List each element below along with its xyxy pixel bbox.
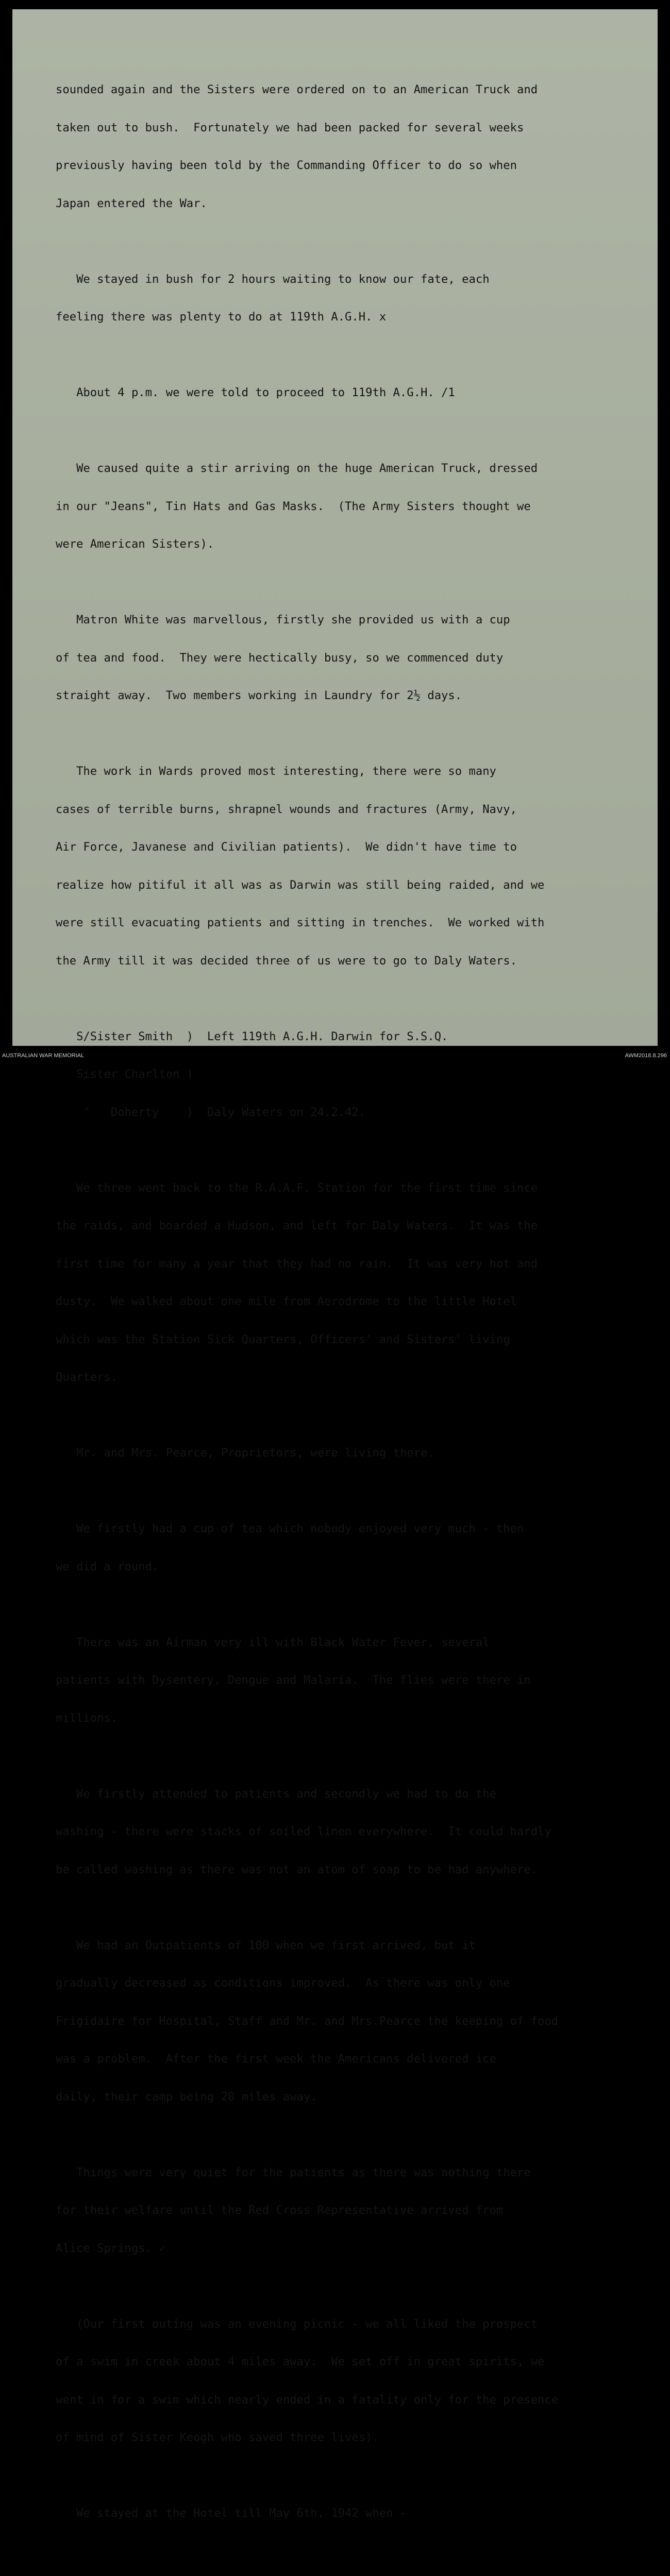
text-line: gradually decreased as conditions improved. As there was only one bbox=[56, 1976, 510, 1990]
text-line: About 4 p.m. we were told to proceed to 119th A.G.H. /1 bbox=[56, 386, 455, 399]
paragraph-group-1 bbox=[56, 58, 627, 992]
text-line: Air Force, Javanese and Civilian patients). We didn't have time to bbox=[56, 840, 517, 854]
paragraph bbox=[56, 1914, 627, 2129]
paragraph-group-2 bbox=[56, 1157, 627, 2545]
text-line: Alice Springs. ✓ bbox=[56, 2241, 166, 2255]
paragraph bbox=[56, 248, 627, 349]
text-line: daily, their camp being 20 miles away. bbox=[56, 2090, 317, 2104]
text-line: " Doherty ) Daly Waters on 24.2.42. bbox=[56, 1105, 366, 1119]
text-line: sounded again and the Sisters were ordered on to an American Truck and bbox=[56, 83, 538, 96]
paragraph bbox=[56, 1497, 627, 1598]
text-line: Matron White was marvellous, firstly she provided us with a cup bbox=[56, 613, 510, 626]
text-line: dusty. We walked about one mile from Aerodrome to the little Hotel bbox=[56, 1295, 517, 1308]
paragraph bbox=[56, 1762, 627, 1902]
text-line: we did a round. bbox=[56, 1560, 159, 1573]
text-line: Things were very quiet for the patients as there was nothing there bbox=[56, 2165, 531, 2179]
text-line: S/Sister Smith ) Left 119th A.G.H. Darwin for S.S.Q. bbox=[56, 1029, 448, 1043]
paragraph bbox=[56, 2293, 627, 2469]
text-line: cases of terrible burns, shrapnel wounds and fractures (Army, Navy, bbox=[56, 802, 517, 816]
text-line: be called washing as there was not an atom of soap to be had anywhere. bbox=[56, 1862, 538, 1876]
text-line: We three went back to the R.A.A.F. Station for the first time since bbox=[56, 1181, 538, 1195]
text-line: which was the Station Sick Quarters, Officers' and Sisters' living bbox=[56, 1332, 510, 1346]
text-line: Frigidaire for Hospital, Staff and Mr. and Mrs.Pearce the keeping of food bbox=[56, 2014, 559, 2028]
text-line: were American Sisters). bbox=[56, 537, 214, 551]
text-line: washing - there were stacks of soiled linen everywhere. It could hardly bbox=[56, 1825, 551, 1838]
text-line: Quarters. bbox=[56, 1370, 118, 1384]
paragraph bbox=[56, 1611, 627, 1750]
archive-reference: AWM2018.8.296 bbox=[625, 1053, 667, 1059]
text-line: There was an Airman very ill with Black Water Fever, several bbox=[56, 1635, 490, 1649]
paragraph bbox=[56, 361, 627, 425]
posting-list-mrs bbox=[56, 2557, 627, 2576]
text-line: millions. bbox=[56, 1711, 118, 1725]
text-line: The work in Wards proved most interesting, there were so many bbox=[56, 765, 496, 778]
text-line: feeling there was plenty to do at 119th A.G.H. x bbox=[56, 310, 387, 324]
text-line: (Our first outing was an evening picnic - we all liked the prospect bbox=[56, 2317, 538, 2331]
text-line: went in for a swim which nearly ended in a fatality only for the presence bbox=[56, 2393, 559, 2406]
paragraph bbox=[56, 2482, 627, 2545]
posting-list-daly-waters bbox=[56, 1005, 627, 1144]
text-line: Sister Charlton ) bbox=[56, 1067, 194, 1081]
text-line: We firstly attended to patients and secondly we had to do the bbox=[56, 1787, 496, 1801]
text-line: straight away. Two members working in Laundry for 2½ days. bbox=[56, 689, 462, 702]
paragraph bbox=[56, 58, 627, 235]
text-line: of mind of Sister Keogh who saved three lives). bbox=[56, 2431, 379, 2444]
text-line: for their welfare until the Red Cross Representative arrived from bbox=[56, 2204, 504, 2217]
text-line: in our "Jeans", Tin Hats and Gas Masks. (The Army Sisters thought we bbox=[56, 499, 531, 513]
text-line: We caused quite a stir arriving on the huge American Truck, dressed bbox=[56, 462, 538, 475]
paragraph bbox=[56, 2141, 627, 2280]
text-line: realize how pitiful it all was as Darwin was still being raided, and we bbox=[56, 878, 545, 892]
text-line: of tea and food. They were hectically busy, so we commenced duty bbox=[56, 651, 504, 665]
text-line: the Army till it was decided three of us were to go to Daly Waters. bbox=[56, 954, 517, 968]
paragraph bbox=[56, 588, 627, 727]
archive-credit: AUSTRALIAN WAR MEMORIAL bbox=[2, 1053, 85, 1059]
text-line: Mr. and Mrs. Pearce, Proprietors, were living there. bbox=[56, 1446, 434, 1460]
paragraph bbox=[56, 437, 627, 576]
text-line: We had an Outpatients of 100 when we first arrived, but it bbox=[56, 1938, 476, 1952]
text-line: the raids, and boarded a Hudson, and left for Daly Waters. It was the bbox=[56, 1219, 538, 1232]
text-line: We stayed in bush for 2 hours waiting to know our fate, each bbox=[56, 272, 490, 286]
text-line: We stayed at the Hotel till May 6th, 1942 when - bbox=[56, 2506, 407, 2520]
text-line: of a swim in creek about 4 miles away. We set off in great spirits, we bbox=[56, 2355, 545, 2368]
paragraph bbox=[56, 1157, 627, 1409]
paragraph bbox=[56, 740, 627, 992]
text-line: patients with Dysentery, Dengue and Malaria. The flies were there in bbox=[56, 1673, 531, 1687]
text-line: taken out to bush. Fortunately we had been packed for several weeks bbox=[56, 121, 524, 134]
text-line: We firstly had a cup of tea which nobody enjoyed very much - then bbox=[56, 1522, 524, 1535]
text-line: were still evacuating patients and sitting in trenches. We worked with bbox=[56, 916, 545, 929]
text-line: was a problem. After the first week the Americans delivered ice bbox=[56, 2052, 496, 2065]
text-line: first time for many a year that they had no rain. It was very hot and bbox=[56, 1257, 538, 1270]
text-line: Japan entered the War. bbox=[56, 196, 207, 210]
paragraph bbox=[56, 1421, 627, 1485]
text-line: previously having been told by the Commanding Officer to do so when bbox=[56, 159, 517, 172]
